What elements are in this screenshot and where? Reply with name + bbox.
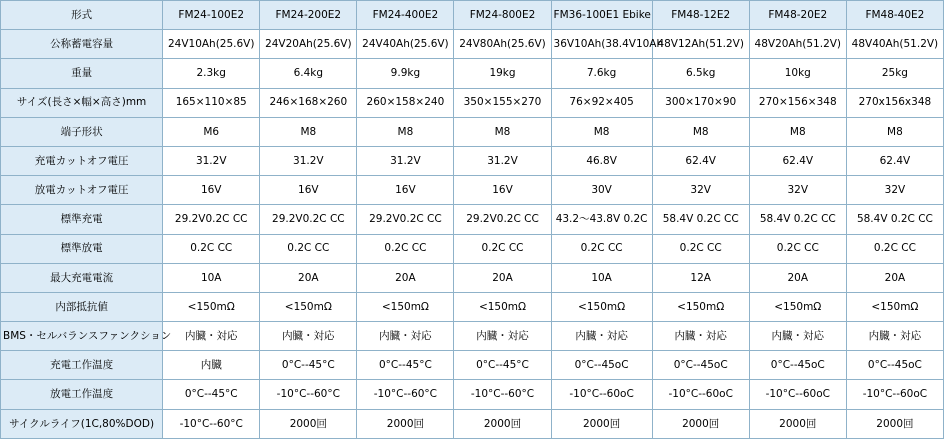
- table-row: [1, 117, 944, 146]
- spec-value-cell: 270x156x348: [846, 88, 943, 117]
- spec-value-cell: 0.2C CC: [357, 234, 454, 263]
- header-label-cell: 形式: [1, 1, 163, 30]
- spec-value-cell: 2000回: [454, 409, 551, 438]
- spec-value-cell: 10A: [551, 263, 652, 292]
- spec-value-cell: 76×92×405: [551, 88, 652, 117]
- row-label-cell: 重量: [1, 59, 163, 88]
- spec-value-cell: 9.9kg: [357, 59, 454, 88]
- spec-value-cell: 32V: [652, 176, 749, 205]
- spec-value-cell: -10°C--60°C: [260, 380, 357, 409]
- table-row: [1, 351, 944, 380]
- spec-value-cell: 内臓・対応: [454, 322, 551, 351]
- model-header-cell: FM24-200E2: [260, 1, 357, 30]
- spec-value-cell: M8: [260, 117, 357, 146]
- spec-value-cell: M8: [454, 117, 551, 146]
- spec-value-cell: 58.4V 0.2C CC: [749, 205, 846, 234]
- spec-value-cell: 0°C--45°C: [163, 380, 260, 409]
- model-header-cell: FM24-800E2: [454, 1, 551, 30]
- spec-value-cell: 0°C--45°C: [454, 351, 551, 380]
- row-label-cell: サイクルライフ(1C,80%DOD): [1, 409, 163, 438]
- spec-value-cell: 10kg: [749, 59, 846, 88]
- spec-value-cell: M8: [846, 117, 943, 146]
- spec-value-cell: 20A: [846, 263, 943, 292]
- spec-value-cell: 24V80Ah(25.6V): [454, 30, 551, 59]
- table-row: [1, 409, 944, 438]
- row-label-cell: 内部抵抗値: [1, 292, 163, 321]
- spec-value-cell: -10°C--60°C: [163, 409, 260, 438]
- spec-value-cell: 16V: [260, 176, 357, 205]
- spec-value-cell: 36V10Ah(38.4V10Ah: [551, 30, 652, 59]
- row-label-cell: 公称蓄電容量: [1, 30, 163, 59]
- spec-value-cell: 0°C--45oC: [551, 351, 652, 380]
- spec-value-cell: 260×158×240: [357, 88, 454, 117]
- spec-value-cell: M8: [551, 117, 652, 146]
- spec-value-cell: 内臓・対応: [551, 322, 652, 351]
- spec-value-cell: 32V: [749, 176, 846, 205]
- spec-value-cell: 2000回: [551, 409, 652, 438]
- spec-value-cell: 2000回: [260, 409, 357, 438]
- spec-value-cell: 0.2C CC: [846, 234, 943, 263]
- spec-value-cell: 2000回: [846, 409, 943, 438]
- spec-value-cell: M8: [357, 117, 454, 146]
- spec-value-cell: -10°C--60°C: [454, 380, 551, 409]
- row-label-cell: BMS・セルバランスファンクション: [1, 322, 163, 351]
- row-label-cell: 端子形状: [1, 117, 163, 146]
- spec-value-cell: M6: [163, 117, 260, 146]
- spec-value-cell: 0°C--45oC: [846, 351, 943, 380]
- spec-value-cell: -10°C--60oC: [652, 380, 749, 409]
- spec-value-cell: 25kg: [846, 59, 943, 88]
- table-row: [1, 88, 944, 117]
- spec-value-cell: 246×168×260: [260, 88, 357, 117]
- spec-value-cell: 0°C--45oC: [749, 351, 846, 380]
- spec-value-cell: 58.4V 0.2C CC: [652, 205, 749, 234]
- spec-value-cell: 6.4kg: [260, 59, 357, 88]
- spec-value-cell: 0.2C CC: [652, 234, 749, 263]
- spec-value-cell: 20A: [454, 263, 551, 292]
- spec-table-body: [1, 1, 944, 439]
- spec-value-cell: 48V40Ah(51.2V): [846, 30, 943, 59]
- spec-value-cell: 300×170×90: [652, 88, 749, 117]
- spec-value-cell: 2.3kg: [163, 59, 260, 88]
- model-header-cell: FM48-12E2: [652, 1, 749, 30]
- table-row: [1, 146, 944, 175]
- table-row: [1, 59, 944, 88]
- spec-value-cell: 48V12Ah(51.2V): [652, 30, 749, 59]
- spec-value-cell: 165×110×85: [163, 88, 260, 117]
- table-row: [1, 176, 944, 205]
- spec-value-cell: 31.2V: [260, 146, 357, 175]
- spec-value-cell: 29.2V0.2C CC: [163, 205, 260, 234]
- table-row: [1, 234, 944, 263]
- spec-value-cell: 0.2C CC: [454, 234, 551, 263]
- spec-value-cell: 16V: [454, 176, 551, 205]
- spec-value-cell: 内臓・対応: [652, 322, 749, 351]
- row-label-cell: サイズ(長さ×幅×高さ)mm: [1, 88, 163, 117]
- table-row: [1, 263, 944, 292]
- spec-value-cell: 0.2C CC: [749, 234, 846, 263]
- spec-value-cell: 2000回: [357, 409, 454, 438]
- spec-value-cell: 62.4V: [749, 146, 846, 175]
- spec-value-cell: 20A: [357, 263, 454, 292]
- spec-value-cell: <150mΩ: [357, 292, 454, 321]
- spec-value-cell: 350×155×270: [454, 88, 551, 117]
- row-label-cell: 最大充電電流: [1, 263, 163, 292]
- spec-value-cell: <150mΩ: [454, 292, 551, 321]
- table-row: [1, 30, 944, 59]
- spec-value-cell: 29.2V0.2C CC: [454, 205, 551, 234]
- spec-value-cell: 20A: [260, 263, 357, 292]
- spec-value-cell: 内臓: [163, 351, 260, 380]
- model-header-cell: FM36-100E1 Ebike: [551, 1, 652, 30]
- row-label-cell: 標準充電: [1, 205, 163, 234]
- spec-value-cell: 内臓・対応: [163, 322, 260, 351]
- row-label-cell: 放電工作温度: [1, 380, 163, 409]
- spec-value-cell: 24V10Ah(25.6V): [163, 30, 260, 59]
- spec-value-cell: 内臓・対応: [846, 322, 943, 351]
- spec-value-cell: 内臓・対応: [357, 322, 454, 351]
- row-label-cell: 充電カットオフ電圧: [1, 146, 163, 175]
- row-label-cell: 充電工作温度: [1, 351, 163, 380]
- model-header-cell: FM24-400E2: [357, 1, 454, 30]
- spec-value-cell: 30V: [551, 176, 652, 205]
- spec-value-cell: 2000回: [749, 409, 846, 438]
- model-header-cell: FM24-100E2: [163, 1, 260, 30]
- spec-value-cell: -10°C--60°C: [357, 380, 454, 409]
- spec-value-cell: 46.8V: [551, 146, 652, 175]
- spec-value-cell: 16V: [163, 176, 260, 205]
- spec-value-cell: 31.2V: [357, 146, 454, 175]
- spec-value-cell: 0°C--45°C: [357, 351, 454, 380]
- table-row: [1, 292, 944, 321]
- spec-value-cell: 10A: [163, 263, 260, 292]
- spec-value-cell: 62.4V: [652, 146, 749, 175]
- spec-value-cell: 270×156×348: [749, 88, 846, 117]
- row-label-cell: 放電カットオフ電圧: [1, 176, 163, 205]
- spec-value-cell: 0°C--45°C: [260, 351, 357, 380]
- spec-value-cell: 29.2V0.2C CC: [357, 205, 454, 234]
- table-row: [1, 205, 944, 234]
- spec-value-cell: M8: [652, 117, 749, 146]
- spec-value-cell: <150mΩ: [652, 292, 749, 321]
- spec-value-cell: 29.2V0.2C CC: [260, 205, 357, 234]
- spec-value-cell: 24V40Ah(25.6V): [357, 30, 454, 59]
- spec-value-cell: -10°C--60oC: [551, 380, 652, 409]
- spec-value-cell: 31.2V: [454, 146, 551, 175]
- spec-value-cell: 0.2C CC: [551, 234, 652, 263]
- spec-value-cell: 0.2C CC: [163, 234, 260, 263]
- spec-value-cell: -10°C--60oC: [749, 380, 846, 409]
- table-row: [1, 322, 944, 351]
- spec-value-cell: <150mΩ: [163, 292, 260, 321]
- spec-value-cell: <150mΩ: [260, 292, 357, 321]
- spec-value-cell: 12A: [652, 263, 749, 292]
- spec-value-cell: <150mΩ: [749, 292, 846, 321]
- model-header-cell: FM48-20E2: [749, 1, 846, 30]
- spec-value-cell: 20A: [749, 263, 846, 292]
- spec-value-cell: 24V20Ah(25.6V): [260, 30, 357, 59]
- spec-value-cell: 48V20Ah(51.2V): [749, 30, 846, 59]
- spec-value-cell: 7.6kg: [551, 59, 652, 88]
- spec-value-cell: 0.2C CC: [260, 234, 357, 263]
- spec-value-cell: 6.5kg: [652, 59, 749, 88]
- spec-value-cell: <150mΩ: [551, 292, 652, 321]
- table-header-row: [1, 1, 944, 30]
- table-row: [1, 380, 944, 409]
- spec-value-cell: 内臓・対応: [749, 322, 846, 351]
- spec-value-cell: 43.2～43.8V 0.2C: [551, 205, 652, 234]
- spec-value-cell: 31.2V: [163, 146, 260, 175]
- spec-value-cell: <150mΩ: [846, 292, 943, 321]
- spec-value-cell: 0°C--45oC: [652, 351, 749, 380]
- spec-value-cell: 58.4V 0.2C CC: [846, 205, 943, 234]
- spec-value-cell: 16V: [357, 176, 454, 205]
- spec-value-cell: 2000回: [652, 409, 749, 438]
- spec-value-cell: -10°C--60oC: [846, 380, 943, 409]
- spec-value-cell: 19kg: [454, 59, 551, 88]
- row-label-cell: 標準放電: [1, 234, 163, 263]
- model-header-cell: FM48-40E2: [846, 1, 943, 30]
- spec-value-cell: 62.4V: [846, 146, 943, 175]
- spec-value-cell: 32V: [846, 176, 943, 205]
- spec-value-cell: M8: [749, 117, 846, 146]
- spec-value-cell: 内臓・対応: [260, 322, 357, 351]
